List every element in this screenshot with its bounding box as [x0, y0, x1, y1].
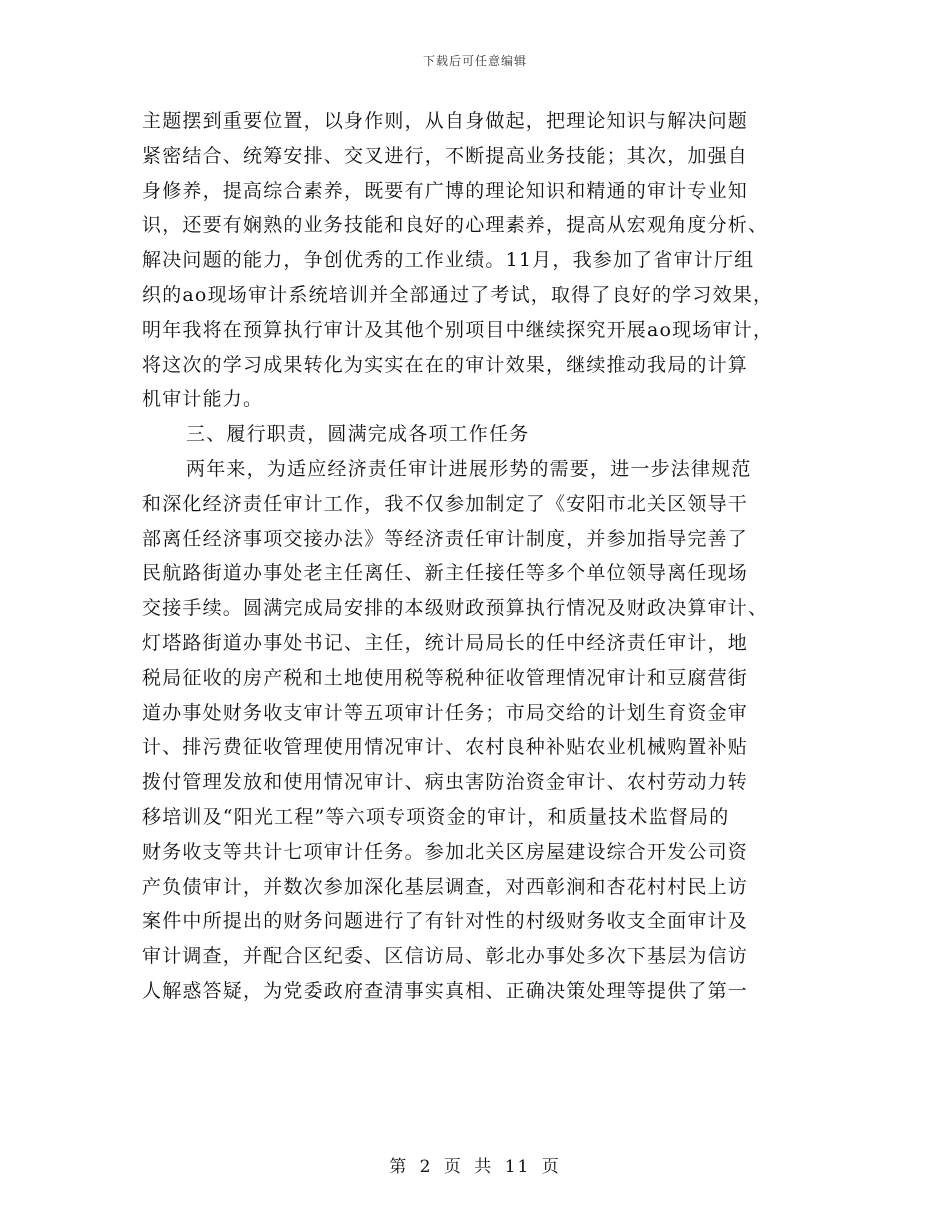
text-line: 财务收支等共计七项审计任务。参加北关区房屋建设综合开发公司资 — [142, 840, 749, 863]
text-line: 和深化经济责任审计工作，我不仅参加制定了《安阳市北关区领导干 — [142, 492, 749, 515]
text-line: 明年我将在预算执行审计及其他个别项目中继续探究开展ao现场审计， — [142, 318, 774, 341]
text-line: 计、排污费征收管理使用情况审计、农村良种补贴农业机械购置补贴 — [142, 736, 749, 759]
text-line: 拨付管理发放和使用情况审计、病虫害防治资金审计、农村劳动力转 — [142, 771, 749, 794]
paragraph-start-line: 两年来，为适应经济责任审计进展形势的需要，进一步法律规范 — [186, 457, 752, 480]
section-heading: 三、履行职责，圆满完成各项工作任务 — [186, 423, 530, 446]
text-line: 主题摆到重要位置，以身作则，从自身做起，把理论知识与解决问题 — [142, 110, 749, 132]
text-line: 紧密结合、统筹安排、交叉进行，不断提高业务技能；其次，加强自 — [142, 144, 749, 167]
page-header: 下载后可任意编辑 — [422, 54, 527, 68]
text-line: 灯塔路街道办事处书记、主任，统计局局长的任中经济责任审计，地 — [142, 631, 749, 654]
text-line: 案件中所提出的财务问题进行了有针对性的村级财务收支全面审计及 — [142, 910, 749, 933]
text-line: 解决问题的能力，争创优秀的工作业绩。11月，我参加了省审计厅组 — [142, 249, 755, 272]
page-footer: 第 2 页 共 11 页 — [389, 1157, 561, 1177]
text-line: 身修养，提高综合素养，既要有广博的理论知识和精通的审计专业知 — [142, 179, 749, 202]
document-body — [142, 104, 822, 1009]
text-line: 税局征收的房产税和土地使用税等税种征收管理情况审计和豆腐营街 — [142, 666, 749, 689]
text-line: 识，还要有娴熟的业务技能和良好的心理素养，提高从宏观角度分析、 — [142, 214, 769, 237]
text-line: 民航路街道办事处老主任离任、新主任接任等多个单位领导离任现场 — [142, 562, 749, 585]
text-line: 移培训及“阳光工程”等六项专项资金的审计，和质量技术监督局的 — [142, 805, 730, 828]
text-line: 机审计能力。 — [142, 388, 264, 411]
text-line: 产负债审计，并数次参加深化基层调查，对西彰涧和杏花村村民上访 — [142, 875, 749, 898]
text-line: 部离任经济事项交接办法》等经济责任审计制度，并参加指导完善了 — [142, 527, 749, 550]
text-line: 审计调查，并配合区纪委、区信访局、彰北办事处多次下基层为信访 — [142, 945, 749, 968]
text-line: 织的ao现场审计系统培训并全部通过了考试，取得了良好的学习效果， — [142, 283, 774, 306]
text-line: 交接手续。圆满完成局安排的本级财政预算执行情况及财政决算审计、 — [142, 597, 769, 620]
text-line: 人解惑答疑，为党委政府查清事实真相、正确决策处理等提供了第一 — [142, 979, 749, 1002]
text-line: 将这次的学习成果转化为实实在在的审计效果，继续推动我局的计算 — [142, 353, 749, 376]
text-line: 道办事处财务收支审计等五项审计任务；市局交给的计划生育资金审 — [142, 701, 749, 724]
